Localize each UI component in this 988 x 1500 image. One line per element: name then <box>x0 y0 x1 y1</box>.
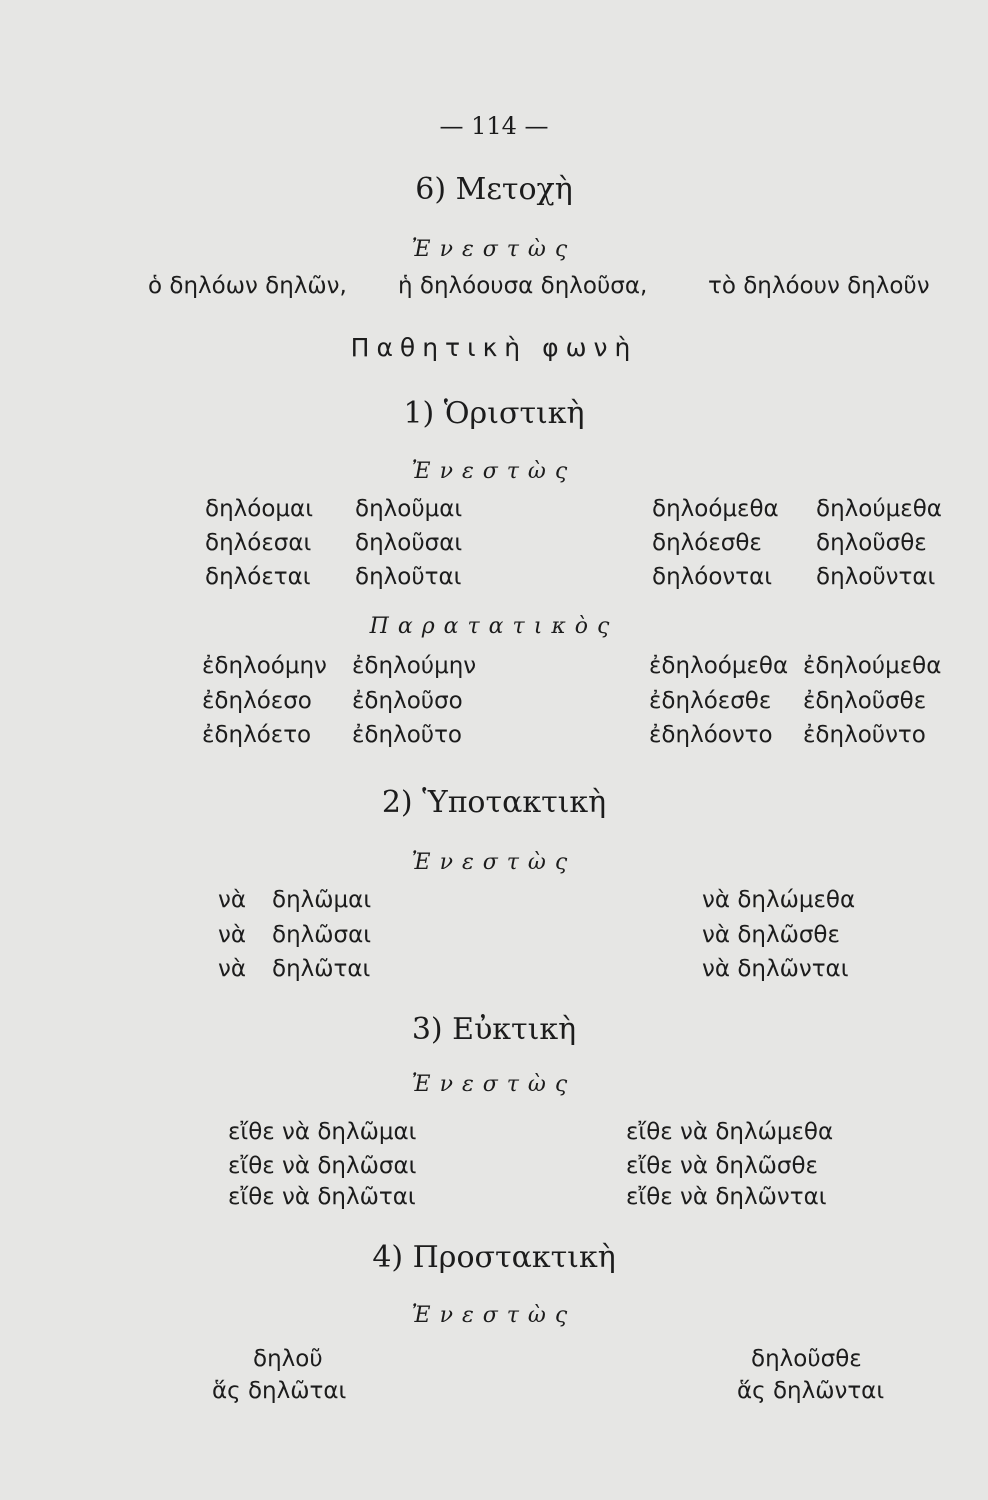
imperative-plural: δηλοῦσθε <box>751 1346 862 1372</box>
subjunctive-particle: νὰ <box>218 887 247 913</box>
imperative-plural: ἅς δηλῶνται <box>737 1378 885 1404</box>
optative-singular: εἴθε νὰ δηλῶσαι <box>228 1153 417 1179</box>
indicative-present-cell: δηλόονται <box>652 564 773 590</box>
subjunctive-heading: 2) Ὑποτακτικὴ <box>381 785 607 820</box>
optative-plural: εἴθε νὰ δηλῶνται <box>626 1184 827 1210</box>
subjunctive-singular: δηλῶται <box>272 956 371 982</box>
subjunctive-plural: νὰ δηλῶσθε <box>702 922 840 948</box>
page-number: — 114 — <box>439 112 549 140</box>
indicative-imperfect-cell: ἐδηλόεσθε <box>649 688 772 714</box>
indicative-present-cell: δηλοῦται <box>355 564 462 590</box>
subjunctive-present-label: Ἐνεστὼς <box>411 850 577 875</box>
indicative-imperfect-cell: ἐδηλοόμεθα <box>649 653 789 679</box>
optative-present-label: Ἐνεστὼς <box>411 1072 577 1097</box>
indicative-present-label: Ἐνεστὼς <box>411 459 577 484</box>
subjunctive-singular: δηλῶμαι <box>272 887 372 913</box>
indicative-present-cell: δηλοῦμαι <box>355 496 463 522</box>
participle-feminine: ἡ δηλόουσα δηλοῦσα, <box>398 273 648 299</box>
imperative-singular: δηλοῦ <box>253 1346 323 1372</box>
indicative-imperfect-cell: ἐδηλοῦντο <box>803 722 926 748</box>
indicative-imperfect-cell: ἐδηλόεσο <box>202 688 312 714</box>
subjunctive-singular: δηλῶσαι <box>272 922 372 948</box>
indicative-present-cell: δηλόεσθε <box>652 530 762 556</box>
indicative-imperfect-label: Παρατατικὸς <box>369 614 619 639</box>
participle-masculine: ὁ δηλόων δηλῶν, <box>148 273 347 299</box>
subjunctive-particle: νὰ <box>218 956 247 982</box>
indicative-heading: 1) Ὁριστικὴ <box>403 396 585 431</box>
indicative-imperfect-cell: ἐδηλόετο <box>202 722 312 748</box>
indicative-imperfect-cell: ἐδηλόοντο <box>649 722 773 748</box>
optative-plural: εἴθε νὰ δηλῶσθε <box>626 1153 818 1179</box>
indicative-imperfect-cell: ἐδηλοῦσο <box>352 688 463 714</box>
indicative-imperfect-cell: ἐδηλούμεθα <box>803 653 942 679</box>
indicative-present-cell: δηλοῦσθε <box>816 530 927 556</box>
optative-plural: εἴθε νὰ δηλώμεθα <box>626 1119 834 1145</box>
indicative-present-cell: δηλοῦσαι <box>355 530 463 556</box>
subjunctive-particle: νὰ <box>218 922 247 948</box>
subjunctive-plural: νὰ δηλώμεθα <box>702 887 856 913</box>
optative-heading: 3) Εὐκτικὴ <box>411 1012 577 1047</box>
participle-tense-label: Ἐνεστὼς <box>411 237 577 262</box>
indicative-present-cell: δηλοόμεθα <box>652 496 779 522</box>
passive-voice-title: Παθητικὴ φωνὴ <box>350 333 638 362</box>
indicative-imperfect-cell: ἐδηλούμην <box>352 653 477 679</box>
indicative-imperfect-cell: ἐδηλοῦσθε <box>803 688 927 714</box>
imperative-present-label: Ἐνεστὼς <box>411 1303 577 1328</box>
participle-heading: 6) Μετοχὴ <box>415 172 573 207</box>
indicative-present-cell: δηλόεται <box>205 564 311 590</box>
indicative-present-cell: δηλόομαι <box>205 496 313 522</box>
imperative-heading: 4) Προστακτικὴ <box>372 1240 616 1275</box>
indicative-present-cell: δηλόεσαι <box>205 530 312 556</box>
participle-neuter: τὸ δηλόουν δηλοῦν <box>708 273 930 299</box>
optative-singular: εἴθε νὰ δηλῶμαι <box>228 1119 417 1145</box>
indicative-present-cell: δηλοῦνται <box>816 564 936 590</box>
indicative-present-cell: δηλούμεθα <box>816 496 942 522</box>
indicative-imperfect-cell: ἐδηλοόμην <box>202 653 327 679</box>
subjunctive-plural: νὰ δηλῶνται <box>702 956 849 982</box>
imperative-singular: ἅς δηλῶται <box>212 1378 347 1404</box>
optative-singular: εἴθε νὰ δηλῶται <box>228 1184 416 1210</box>
indicative-imperfect-cell: ἐδηλοῦτο <box>352 722 462 748</box>
